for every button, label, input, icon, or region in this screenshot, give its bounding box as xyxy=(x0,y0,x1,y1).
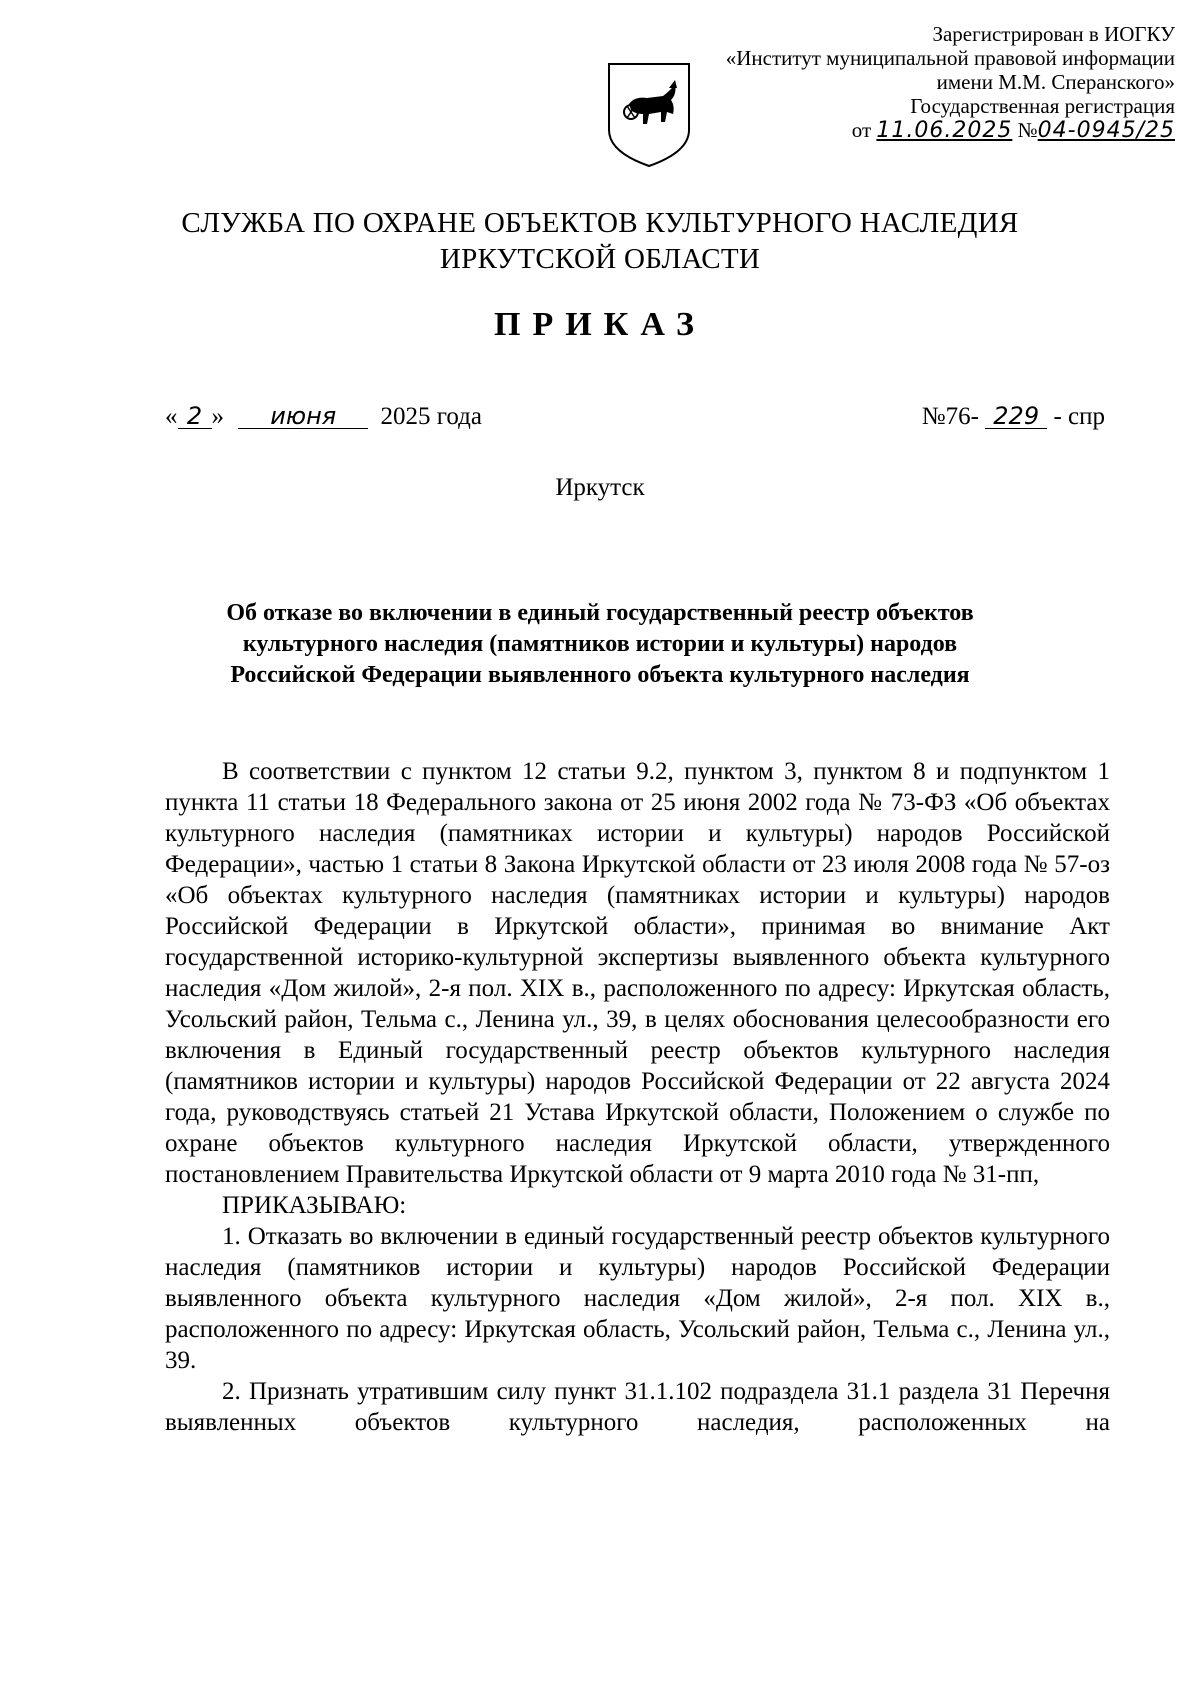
organization-name-line-2: ИРКУТСКОЙ ОБЛАСТИ xyxy=(439,243,761,275)
registration-line-4: Государственная регистрация xyxy=(910,94,1175,118)
order-month: июня xyxy=(238,404,368,429)
registration-date-prefix: от xyxy=(851,118,872,142)
order-item-2: 2. Признать утратившим силу пункт 31.1.102 подраздела 31.1 раздела 31 Перечня выявленных объектов культурного наследия, расположенных на xyxy=(165,1378,1110,1436)
registration-line-3: имени М.М. Сперанского» xyxy=(936,70,1175,94)
registration-stamp xyxy=(726,22,1175,143)
order-word: ПРИКАЗЫВАЮ: xyxy=(222,1192,407,1219)
preamble-paragraph: В соответствии с пунктом 12 статьи 9.2, пунктом 3, пунктом 8 и подпунктом 1 пункта 11 статьи 18 Федерального закона от 25 июня 2002 года № 73-ФЗ «Об объектах культурного наследия (памятниках истории и культуры) народов Российской Федерации», частью 1 статьи 8 Закона Иркутской области от 23 июля 2008 года № 57-оз «Об объектах культурного наследия (памятниках истории и культуры) народов Российской Федерации в Иркутской области», принимая во внимание Акт государственной историко-культурной экспертизы выявленного объекта культурного наследия «Дом жилой», 2-я пол. XIX в., расположенного по адресу: Иркутская область, Усольский район, Тельма с., Ленина ул., 39, в целях обоснования целесообразности его включения в Единый государственный реестр объектов культурного наследия (памятников истории и культуры) народов Российской Федерации от 22 августа 2024 года, руководствуясь статьей 21 Устава Иркутской области, Положением о службе по охране объектов культурного наследия Иркутской области, утвержденного постановлением Правительства Иркутской области от 9 марта 2010 года № 31-пп, xyxy=(165,758,1110,1188)
order-number-value: 229 xyxy=(985,404,1047,429)
city: Иркутск xyxy=(555,474,645,501)
order-body xyxy=(165,756,1110,1438)
subject-line-3: Российской Федерации выявленного объекта культурного наследия xyxy=(230,662,970,688)
document-type-title: ПРИКАЗ xyxy=(494,306,706,343)
registration-number-prefix: № xyxy=(1017,118,1038,142)
order-date xyxy=(165,403,482,431)
order-subject xyxy=(0,598,1200,691)
organization-name xyxy=(0,205,1200,277)
registration-date: 11.06.2025 xyxy=(876,118,1013,143)
order-number-suffix: - спр xyxy=(1053,403,1105,430)
subject-line-2: культурного наследия (памятников истории и культуры) народов xyxy=(242,631,958,657)
registration-line-2: «Институт муниципальной правовой информации xyxy=(725,46,1175,70)
coat-of-arms-icon xyxy=(605,60,693,168)
registration-number: 04-0945/25 xyxy=(1037,118,1175,143)
organization-name-line-1: СЛУЖБА ПО ОХРАНЕ ОБЪЕКТОВ КУЛЬТУРНОГО НАСЛЕДИЯ xyxy=(181,207,1019,239)
order-item-1: 1. Отказать во включении в единый государственный реестр объектов культурного наследия (памятников истории и культуры) народов Российской Федерации выявленного объекта культурного наследия «Дом жилой», 2-я пол. XIX в., расположенного по адресу: Иркутская область, Усольский район, Тельма с., Ленина ул., 39. xyxy=(165,1223,1110,1374)
date-quote-close: » xyxy=(211,403,224,430)
registration-line-1: Зарегистрирован в ИОГКУ xyxy=(932,22,1175,46)
subject-line-1: Об отказе во включении в единый государственный реестр объектов xyxy=(226,600,974,626)
order-number xyxy=(922,403,1105,431)
registration-date-line xyxy=(726,118,1175,143)
order-year: 2025 года xyxy=(380,403,482,430)
order-day: 2 xyxy=(178,404,212,429)
order-number-prefix: №76- xyxy=(921,403,979,430)
date-quote-open: « xyxy=(165,403,178,430)
